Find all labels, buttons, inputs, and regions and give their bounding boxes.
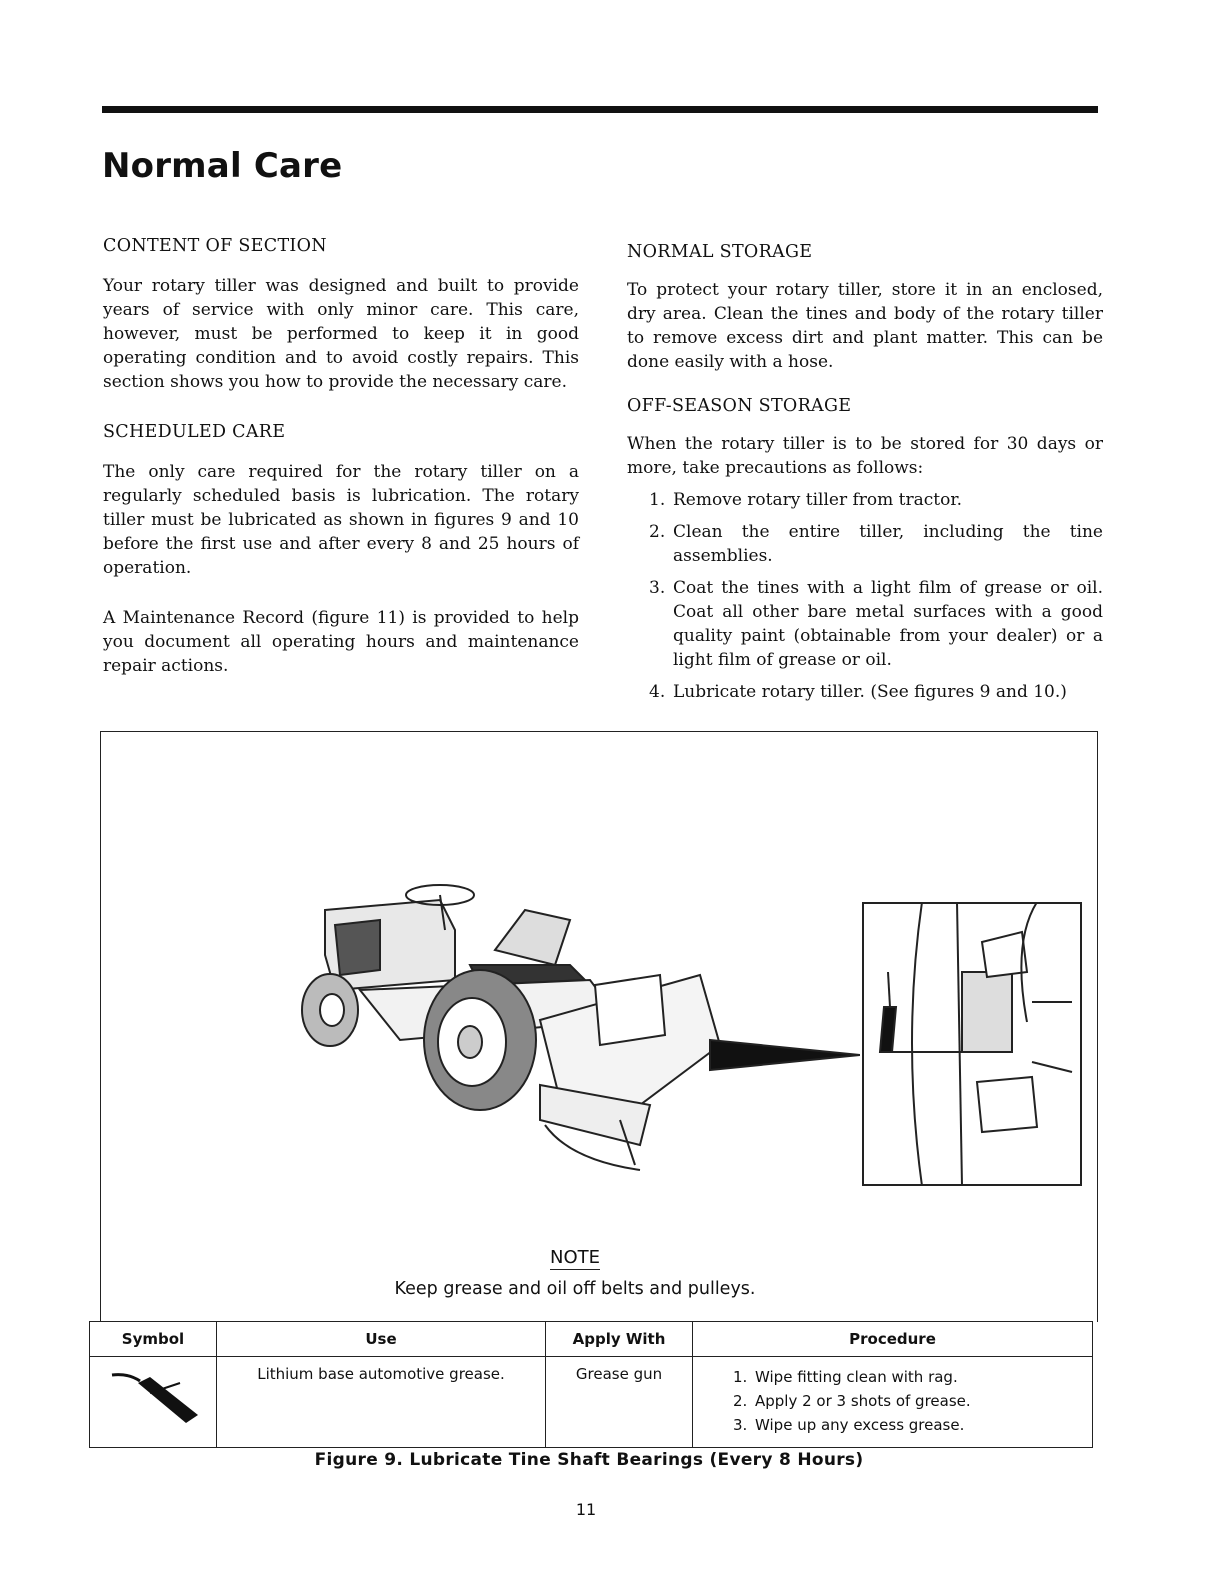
procedure-text: Wipe up any excess grease. [755,1416,965,1434]
list-item [733,1389,1092,1413]
tractor-tiller-illustration [240,870,860,1200]
procedure-number: 1. [733,1368,748,1386]
step-number: 3. [649,578,666,598]
step-number: 1. [649,490,666,510]
step-text: Coat the tines with a light film of grease or oil. Coat all other bare metal surfaces with a good quality paint (obtainable from your dealer) or a light film of grease or oil. [673,578,1103,670]
content-of-section-text: Your rotary tiller was designed and built to provide years of service with only minor care. This care, however, must be performed to keep it in good operating condition and to avoid costly repairs. This section shows you how to provide the necessary care. [103,276,579,392]
use-header: Use [217,1322,546,1357]
procedure-cell [693,1357,1093,1448]
procedure-list [693,1357,1092,1437]
scheduled-care-text: The only care required for the rotary tiller on a regularly scheduled basis is lubrication. The rotary tiller must be lubricated as shown in figures 9 and 10 before the first use and after every 8 and 25 hours of operation. [103,462,579,578]
scheduled-care-heading: SCHEDULED CARE [103,422,286,442]
symbol-header: Symbol [90,1322,217,1357]
step-number: 2. [649,522,666,542]
off-season-steps [627,488,1103,704]
off-season-intro: When the rotary tiller is to be stored for 30 days or more, take precautions as follows: [627,434,1103,478]
list-item [733,1413,1092,1437]
procedure-text: Apply 2 or 3 shots of grease. [755,1392,971,1410]
off-season-storage-heading: OFF-SEASON STORAGE [627,396,852,416]
procedure-number: 3. [733,1416,748,1434]
note-text: Keep grease and oil off belts and pulleys. [394,1279,756,1299]
step-text: Clean the entire tiller, including the tine assemblies. [673,522,1103,566]
use-cell: Lithium base automotive grease. [217,1357,546,1448]
maintenance-record-text: A Maintenance Record (figure 11) is provided to help you document all operating hours and maintenance repair actions. [103,608,579,676]
list-item [627,520,1103,568]
step-text: Remove rotary tiller from tractor. [673,490,962,510]
right-column [627,240,1103,712]
normal-storage-text: To protect your rotary tiller, store it in an enclosed, dry area. Clean the tines and body of the rotary tiller to remove excess dirt and plant matter. This can be done easily with a hose. [627,280,1103,372]
apply-with-cell: Grease gun [546,1357,693,1448]
list-item [627,488,1103,512]
symbol-cell [90,1357,217,1448]
procedure-number: 2. [733,1392,748,1410]
procedure-text: Wipe fitting clean with rag. [755,1368,958,1386]
list-item [733,1365,1092,1389]
list-item [627,680,1103,704]
page-number: 11 [575,1500,597,1519]
table-row [90,1357,1093,1448]
apply-with-header: Apply With [546,1322,693,1357]
content-of-section-heading: CONTENT OF SECTION [103,236,327,256]
grease-gun-icon [90,1357,216,1437]
figure-caption: Figure 9. Lubricate Tine Shaft Bearings (Every 8 Hours) [314,1450,864,1470]
lubrication-table [89,1321,1093,1448]
step-number: 4. [649,682,666,702]
step-text: Lubricate rotary tiller. (See figures 9 and 10.) [673,682,1067,702]
note-label: NOTE [549,1247,600,1268]
list-item [627,576,1103,672]
inset-detail-illustration [862,902,1082,1186]
left-column [103,234,579,694]
page-title: Normal Care [102,146,343,186]
procedure-header: Procedure [693,1322,1093,1357]
top-rule [102,106,1098,113]
normal-storage-heading: NORMAL STORAGE [627,242,813,262]
